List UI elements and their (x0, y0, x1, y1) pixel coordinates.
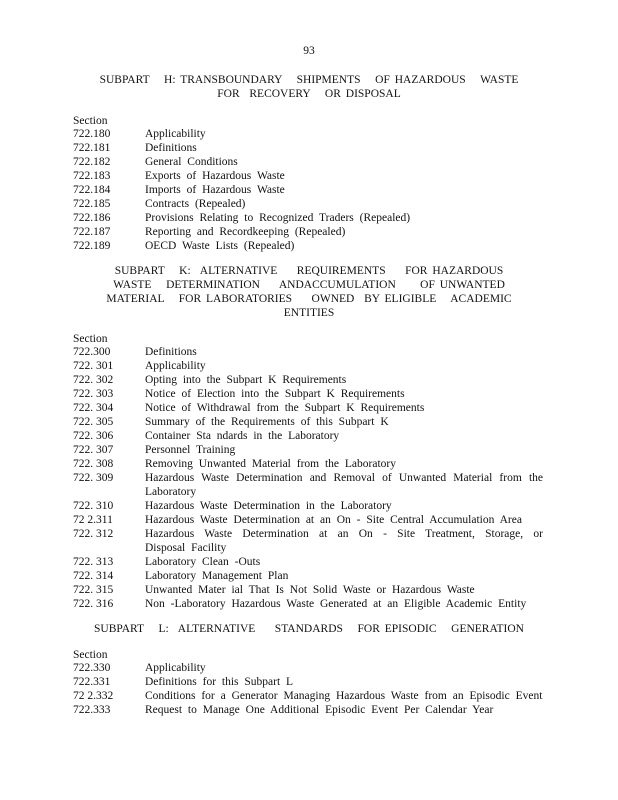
toc-row (73, 141, 543, 155)
toc-row (73, 661, 543, 675)
section-title: Hazardous Waste Determination in the Laboratory (145, 500, 392, 512)
section-title: Laboratory Clean -Outs (145, 556, 261, 568)
toc-row (73, 345, 543, 359)
subpart-h-section-label: Section (73, 115, 108, 127)
section-number: 722.186 (73, 212, 111, 224)
toc-row (73, 675, 543, 689)
toc-row (73, 211, 543, 225)
toc-row (73, 527, 543, 555)
section-title: Personnel Training (145, 444, 236, 456)
toc-row (73, 387, 543, 401)
subpart-k-heading-line: ENTITIES (283, 307, 335, 319)
toc-row (73, 225, 543, 239)
section-number: 722. 305 (73, 416, 114, 428)
subpart-h-heading-line: SUBPART H: TRANSBOUNDARY SHIPMENTS OF HAZARDOUS WASTE (99, 74, 519, 86)
section-title: General Conditions (145, 156, 238, 168)
section-title: Reporting and Recordkeeping (Repealed) (145, 226, 346, 238)
toc-row (73, 359, 543, 373)
section-number: 722. 312 (73, 528, 114, 540)
section-title: Container Sta ndards in the Laboratory (145, 430, 340, 442)
toc-row (73, 169, 543, 183)
section-title: Conditions for a Generator Managing Hazardous Waste from an Episodic Event (145, 690, 543, 702)
section-title: Summary of the Requirements of this Subpart K (145, 416, 389, 428)
toc-row (73, 415, 543, 429)
toc-row (73, 555, 543, 569)
section-title: Definitions (145, 142, 197, 154)
section-title: Notice of Withdrawal from the Subpart K Requirements (145, 402, 425, 414)
toc-row (73, 499, 543, 513)
subpart-k-heading-line: MATERIAL FOR LABORATORIES OWNED BY ELIGIBLE ACADEMIC (106, 293, 512, 305)
section-title: Laboratory Management Plan (145, 570, 289, 582)
section-number: 722. 301 (73, 360, 114, 372)
toc-row (73, 127, 543, 141)
toc-row (73, 239, 543, 253)
subpart-l-toc (73, 661, 543, 717)
section-number: 722. 310 (73, 500, 114, 512)
section-title: Hazardous Waste Determination at an On - Site Central Accumulation Area (145, 514, 522, 526)
section-title: Definitions (145, 346, 197, 358)
section-title: Imports of Hazardous Waste (145, 184, 285, 196)
section-number: 72 2.311 (73, 514, 113, 526)
section-title: Hazardous Waste Determination at an On - Site Treatment, Storage, or Disposal Facility (145, 528, 543, 554)
section-title: Definitions for this Subpart L (145, 676, 294, 688)
section-number: 722.183 (73, 170, 111, 182)
subpart-k-section-label: Section (73, 333, 108, 345)
toc-row (73, 155, 543, 169)
toc-row (73, 443, 543, 457)
section-title: Hazardous Waste Determination and Removal of Unwanted Material from the Laboratory (145, 472, 543, 498)
section-number: 722. 315 (73, 584, 114, 596)
section-title: Opting into the Subpart K Requirements (145, 374, 347, 386)
section-number: 722.331 (73, 676, 111, 688)
section-number: 722. 307 (73, 444, 114, 456)
subpart-h-heading-line: FOR RECOVERY OR DISPOSAL (217, 88, 401, 100)
subpart-l-heading-line: SUBPART L: ALTERNATIVE STANDARDS FOR EPISODIC GENERATION (94, 623, 524, 635)
section-title: Applicability (145, 662, 206, 674)
section-number: 722.180 (73, 128, 111, 140)
section-title: Applicability (145, 128, 206, 140)
section-title: Contracts (Repealed) (145, 198, 246, 210)
section-number: 722. 314 (73, 570, 114, 582)
section-title: Provisions Relating to Recognized Traders (Repealed) (145, 212, 411, 224)
section-number: 722.185 (73, 198, 111, 210)
section-number: 722. 302 (73, 374, 114, 386)
section-number: 722. 309 (73, 472, 114, 484)
section-title: Removing Unwanted Material from the Laboratory (145, 458, 396, 470)
subpart-k-toc (73, 345, 543, 611)
toc-row (73, 471, 543, 499)
toc-row (73, 569, 543, 583)
section-number: 722.182 (73, 156, 111, 168)
subpart-k-heading-line: SUBPART K: ALTERNATIVE REQUIREMENTS FOR HAZARDOUS (114, 265, 504, 277)
subpart-k-heading-line: WASTE DETERMINATION ANDACCUMULATION OF UNWANTED (113, 279, 505, 291)
page-number: 93 (303, 45, 315, 57)
section-number: 722.181 (73, 142, 111, 154)
toc-row (73, 703, 543, 717)
subpart-h-toc (73, 127, 543, 253)
section-title: Request to Manage One Additional Episodic Event Per Calendar Year (145, 704, 494, 716)
section-number: 722.184 (73, 184, 111, 196)
section-title: Applicability (145, 360, 206, 372)
toc-row (73, 429, 543, 443)
section-number: 72 2.332 (73, 690, 114, 702)
section-number: 722. 308 (73, 458, 114, 470)
section-number: 722. 316 (73, 598, 114, 610)
toc-row (73, 183, 543, 197)
toc-row (73, 583, 543, 597)
section-title: Non -Laboratory Hazardous Waste Generated at an Eligible Academic Entity (145, 598, 527, 610)
section-number: 722.189 (73, 240, 111, 252)
section-number: 722.330 (73, 662, 111, 674)
section-title: OECD Waste Lists (Repealed) (145, 240, 295, 252)
toc-row (73, 689, 543, 703)
toc-row (73, 597, 543, 611)
toc-row (73, 197, 543, 211)
section-number: 722. 303 (73, 388, 114, 400)
section-number: 722.187 (73, 226, 111, 238)
section-number: 722. 306 (73, 430, 114, 442)
toc-row (73, 373, 543, 387)
section-title: Exports of Hazardous Waste (145, 170, 285, 182)
section-number: 722.333 (73, 704, 111, 716)
section-title: Unwanted Mater ial That Is Not Solid Waste or Hazardous Waste (145, 584, 475, 596)
toc-row (73, 457, 543, 471)
section-title: Notice of Election into the Subpart K Requirements (145, 388, 405, 400)
toc-row (73, 513, 543, 527)
section-number: 722. 313 (73, 556, 114, 568)
subpart-l-section-label: Section (73, 649, 108, 661)
section-number: 722. 304 (73, 402, 114, 414)
section-number: 722.300 (73, 346, 111, 358)
toc-row (73, 401, 543, 415)
